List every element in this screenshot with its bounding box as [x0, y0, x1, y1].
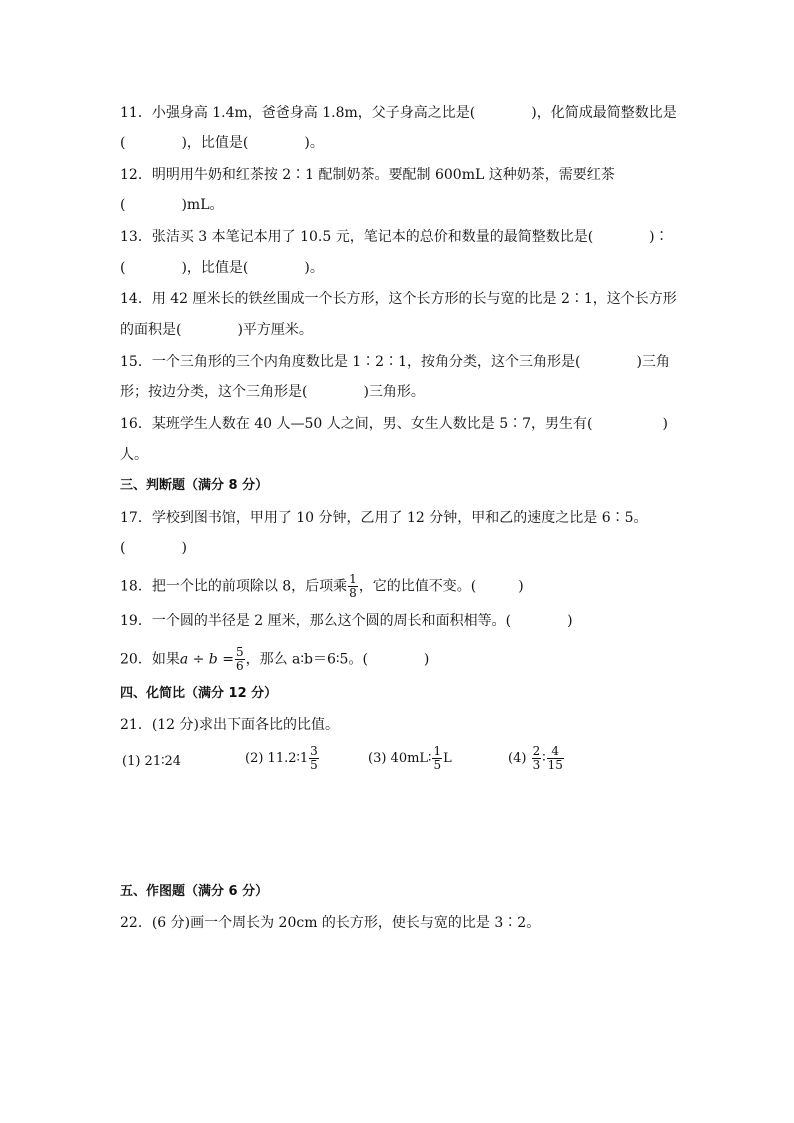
- q11-line1: 11．小强身高 1.4m，爸爸身高 1.8m，父子身高之比是( )，化简成最简整数比是: [120, 105, 677, 121]
- q20: [120, 646, 429, 673]
- q16-line2: 人。: [120, 447, 148, 463]
- q21-part1: (1) 21∶24: [122, 754, 182, 769]
- q21-part4-num1: 2: [532, 744, 541, 758]
- q20-pre: 20．如果: [120, 651, 180, 668]
- q15-line2: 形；按边分类，这个三角形是( )三角形。: [120, 384, 425, 400]
- q19: 19．一个圆的半径是 2 厘米，那么这个圆的周长和面积相等。( ): [120, 613, 573, 629]
- q20-expr: a ÷ b =: [179, 651, 234, 668]
- q12-line2: ( )mL。: [120, 197, 224, 213]
- q21-part4: [508, 745, 565, 772]
- q18-frac-num: 1: [349, 572, 357, 586]
- q21-part2-num: 3: [310, 744, 318, 758]
- q14-line1: 14．用 42 厘米长的铁丝围成一个长方形，这个长方形的长与宽的比是 2∶1，这个长方形: [120, 291, 677, 307]
- q18-fraction: [348, 573, 358, 600]
- q17-line1: 17．学校到图书馆，甲用了 10 分钟，乙用了 12 分钟，甲和乙的速度之比是 6∶5。: [120, 510, 648, 526]
- q14-line2: 的面积是( )平方厘米。: [120, 322, 313, 338]
- q21-part4-num2: 4: [547, 745, 564, 759]
- q13-line2: ( )，比值是( )。: [120, 260, 324, 276]
- section5-heading: 五、作图题（满分 6 分）: [120, 884, 269, 899]
- q18-pre: 18．把一个比的前项除以 8，后项乘: [120, 578, 348, 595]
- q21-part3-fraction: [432, 745, 442, 772]
- q21-part4-label: (4): [508, 751, 527, 766]
- section4-heading: 四、化简比（满分 12 分）: [120, 686, 278, 701]
- q21-part4-den2: 15: [547, 758, 563, 772]
- q15-line1: 15．一个三角形的三个内角度数比是 1∶2∶1，按角分类，这个三角形是( )三角: [120, 354, 670, 370]
- q20-frac-den: 6: [235, 659, 244, 673]
- q21-part2-text: (2) 11.2∶1: [245, 751, 309, 766]
- q13-line1: 13．张洁买 3 本笔记本用了 10.5 元，笔记本的总价和数量的最简整数比是( )∶: [120, 229, 669, 245]
- q21-part4-sep: ∶: [542, 751, 546, 766]
- q18-frac-den: 8: [349, 586, 357, 600]
- section3-heading: 三、判断题（满分 8 分）: [120, 478, 269, 493]
- q21-part3-num: 1: [433, 744, 442, 758]
- q18-post: ，它的比值不变。( ): [358, 578, 524, 595]
- q21-stem: 21．(12 分)求出下面各比的比值。: [120, 717, 340, 733]
- q20-post: ，那么 a∶b＝6∶5。( ): [245, 651, 430, 668]
- q21-part3-unit: L: [443, 751, 452, 766]
- q21-part4-den1: 3: [532, 758, 541, 772]
- q18: [120, 573, 524, 600]
- q12-line1: 12．明明用牛奶和红茶按 2∶1 配制奶茶。要配制 600mL 这种奶茶，需要红茶: [120, 167, 615, 183]
- q21-part2: [245, 745, 320, 772]
- q20-fraction: [235, 646, 245, 673]
- q21-part3-den: 5: [433, 758, 442, 772]
- q21-part2-den: 5: [310, 758, 318, 772]
- q22: 22．(6 分)画一个周长为 20cm 的长方形，使长与宽的比是 3∶2。: [120, 915, 541, 931]
- q17-line2: ( ): [120, 540, 187, 556]
- q21-part4-fraction1: [532, 745, 542, 772]
- q21-part2-fraction: [309, 745, 319, 772]
- q21-part3-text: (3) 40mL∶: [368, 751, 432, 766]
- q21-part3: [368, 745, 452, 772]
- q20-frac-num: 5: [235, 645, 244, 659]
- q21-part4-fraction2: [547, 745, 564, 772]
- q16-line1: 16．某班学生人数在 40 人—50 人之间，男、女生人数比是 5∶7，男生有( ): [120, 416, 668, 432]
- q11-line2: ( )，比值是( )。: [120, 135, 324, 151]
